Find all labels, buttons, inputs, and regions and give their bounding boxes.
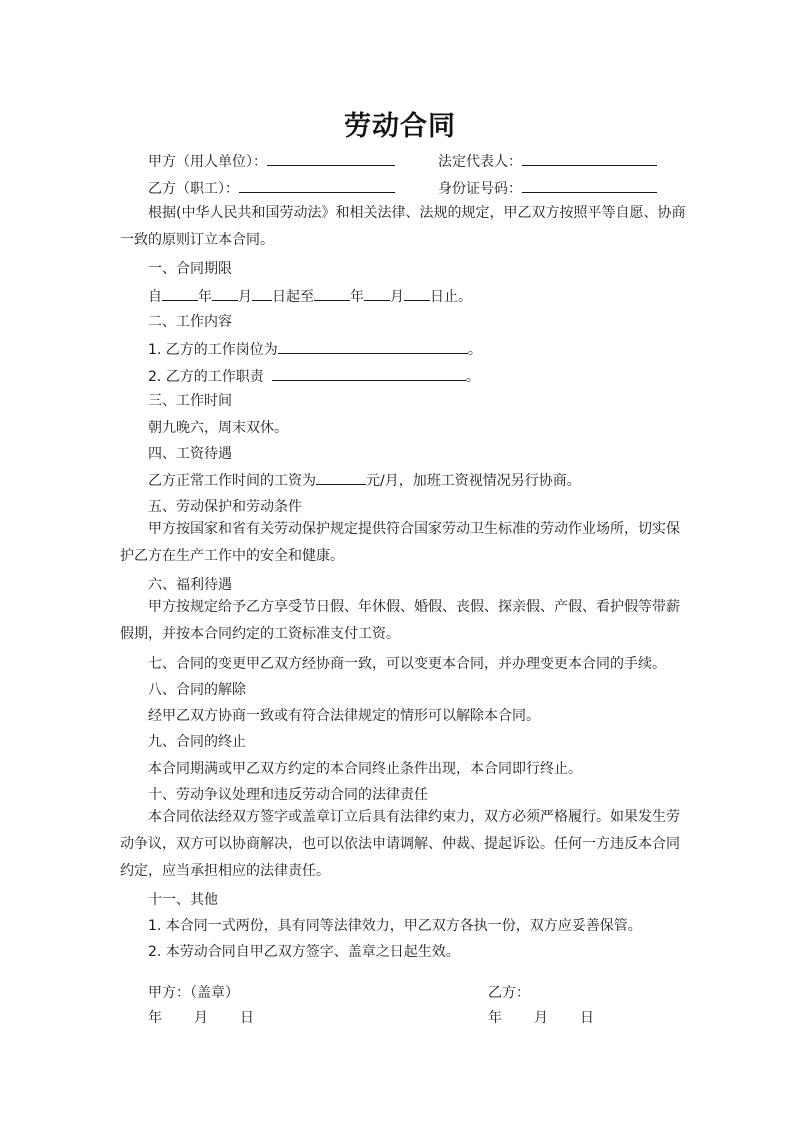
party-b-field xyxy=(148,178,395,199)
term-text-month: 月 xyxy=(238,289,252,305)
salary-suffix: 元/月，加班工资视情况另行协商。 xyxy=(366,473,581,489)
job-duty-period: 。 xyxy=(465,369,480,385)
job-duty-blank[interactable] xyxy=(272,366,466,381)
section-8-text: 经甲乙双方协商一致或有符合法律规定的情形可以解除本合同。 xyxy=(148,708,540,724)
job-position-label: 1. 乙方的工作岗位为 xyxy=(148,342,278,358)
id-number-blank[interactable] xyxy=(522,178,657,193)
party-b-signature-label: 乙方： xyxy=(488,985,530,1001)
contract-term-line xyxy=(148,286,472,307)
term-text-year-2: 年 xyxy=(350,289,364,305)
party-a-year: 年 xyxy=(148,1010,162,1026)
salary-blank[interactable] xyxy=(316,470,366,485)
preamble-text: 根据(中华人民共和国劳动法》和相关法律、法规的规定，甲乙双方按照平等自愿、协商一致的原则订立本合同。 xyxy=(120,205,686,248)
party-b-month: 月 xyxy=(534,1010,548,1026)
section-9-heading: 九、合同的终止 xyxy=(148,734,246,750)
start-month-blank[interactable] xyxy=(212,286,238,301)
section-6-text xyxy=(120,594,690,648)
party-a-month: 月 xyxy=(194,1010,208,1026)
job-duty-line xyxy=(148,366,480,387)
id-number-label: 身份证号码： xyxy=(438,181,522,197)
start-day-blank[interactable] xyxy=(252,286,272,301)
section-11-heading: 十一、其他 xyxy=(148,892,218,908)
party-b-blank[interactable] xyxy=(239,178,395,193)
section-10-text xyxy=(120,804,690,885)
party-a-field xyxy=(148,151,395,172)
start-year-blank[interactable] xyxy=(162,286,198,301)
legal-rep-blank[interactable] xyxy=(522,151,657,166)
end-year-blank[interactable] xyxy=(314,286,350,301)
section-11-item-1: 1. 本合同一式两份，具有同等法律效力，甲乙双方各执一份，双方应妥善保管。 xyxy=(148,918,642,934)
job-duty-label: 2. 乙方的工作职责 xyxy=(148,369,264,385)
document-title: 劳动合同 xyxy=(344,111,456,142)
section-3-heading: 三、工作时间 xyxy=(148,393,232,409)
legal-rep-label: 法定代表人： xyxy=(438,154,522,170)
section-8-heading: 八、合同的解除 xyxy=(148,682,246,698)
salary-label: 乙方正常工作时间的工资为 xyxy=(148,473,316,489)
end-day-blank[interactable] xyxy=(404,286,430,301)
party-a-day: 日 xyxy=(240,1010,254,1026)
party-a-label: 甲方（用人单位）： xyxy=(148,154,267,170)
section-4-heading: 四、工资待遇 xyxy=(148,446,232,462)
party-b-date xyxy=(488,1008,594,1028)
section-6-heading: 六、福利待遇 xyxy=(148,577,232,593)
salary-line xyxy=(148,470,581,491)
job-position-line xyxy=(148,339,482,360)
end-month-blank[interactable] xyxy=(364,286,390,301)
section-6-body: 甲方按规定给予乙方享受节日假、年休假、婚假、丧假、探亲假、产假、看护假等带薪假期，并按本合同约定的工资标准支付工资。 xyxy=(120,599,680,642)
section-11-item-2: 2. 本劳动合同自甲乙双方签字、盖章之日起生效。 xyxy=(148,944,460,960)
term-text-until: 日起至 xyxy=(272,289,314,305)
party-b-day: 日 xyxy=(580,1010,594,1026)
section-1-heading: 一、合同期限 xyxy=(148,261,232,277)
job-position-blank[interactable] xyxy=(278,339,468,354)
section-7-heading: 七、合同的变更甲乙双方经协商一致，可以变更本合同，并办理变更本合同的手续。 xyxy=(148,656,666,672)
section-5-heading: 五、劳动保护和劳动条件 xyxy=(148,499,302,515)
legal-rep-field xyxy=(438,151,657,172)
party-a-blank[interactable] xyxy=(267,151,395,166)
section-9-text: 本合同期满或甲乙双方约定的本合同终止条件出现，本合同即行终止。 xyxy=(148,761,582,777)
section-2-heading: 二、工作内容 xyxy=(148,314,232,330)
section-10-heading: 十、劳动争议处理和违反劳动合同的法律责任 xyxy=(148,787,428,803)
party-b-label: 乙方（职工）： xyxy=(148,181,239,197)
section-5-text xyxy=(120,516,690,570)
section-10-body: 本合同依法经双方签字或盖章订立后具有法律约束力，双方必须严格履行。如果发生劳动争议，双方可以协商解决，也可以依法申请调解、仲裁、提起诉讼。任何一方违反本合同约定，应当承担相应的法律责任。 xyxy=(120,809,680,879)
job-position-period: 。 xyxy=(467,342,482,358)
term-text-end: 日止。 xyxy=(430,289,472,305)
preamble xyxy=(120,200,690,254)
party-a-date xyxy=(148,1008,254,1028)
term-text-year: 年 xyxy=(198,289,212,305)
term-text-from: 自 xyxy=(148,289,162,305)
term-text-month-2: 月 xyxy=(390,289,404,305)
id-number-field xyxy=(438,178,657,199)
party-b-year: 年 xyxy=(488,1010,502,1026)
section-5-body: 甲方按国家和省有关劳动保护规定提供符合国家劳动卫生标准的劳动作业场所，切实保护乙方在生产工作中的安全和健康。 xyxy=(120,521,680,564)
party-a-signature-label: 甲方：（盖章） xyxy=(148,985,239,1001)
work-hours-text: 朝九晚六，周末双休。 xyxy=(148,420,288,436)
